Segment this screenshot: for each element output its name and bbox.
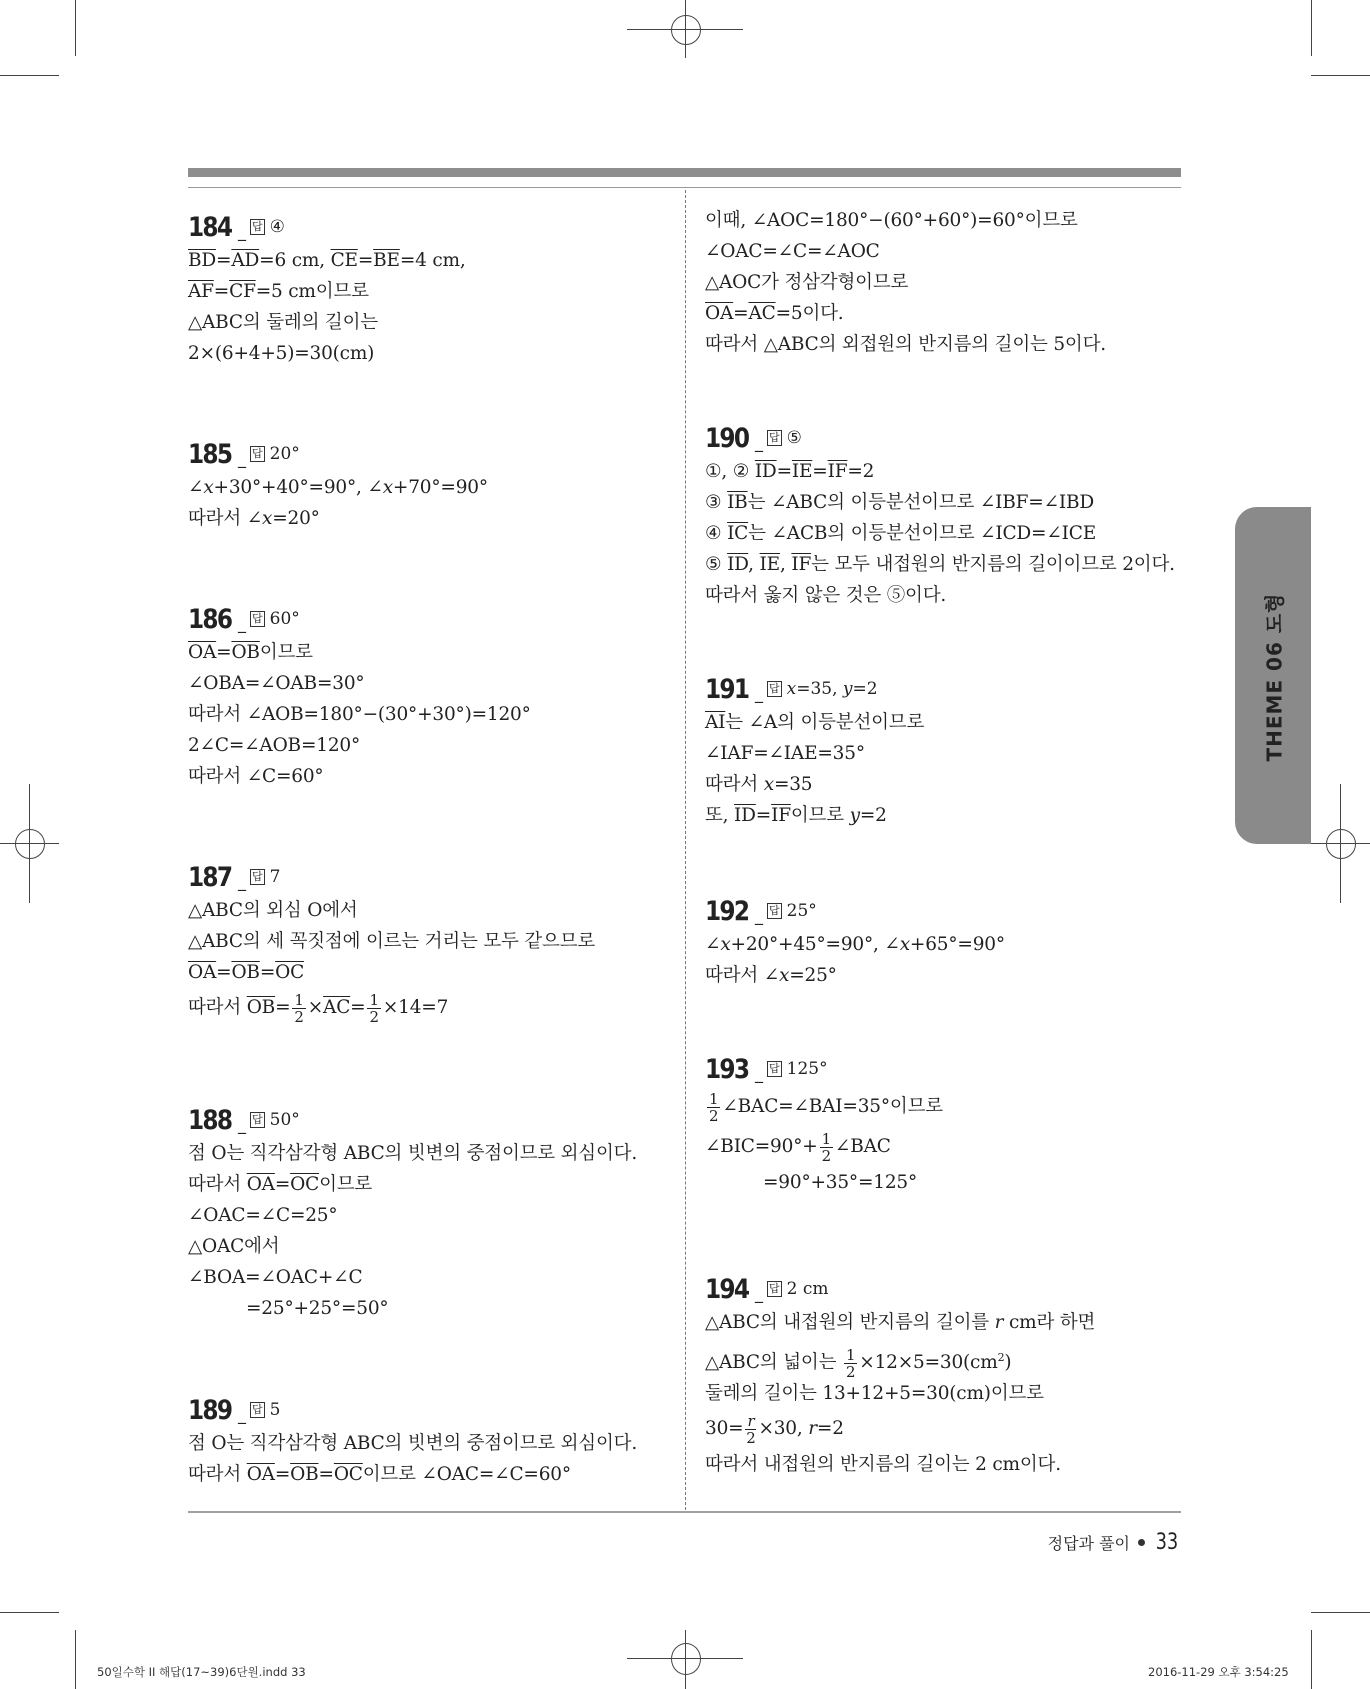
text-run: =25° [789, 965, 837, 986]
solution-line [188, 245, 668, 276]
variable: x [203, 477, 214, 498]
text-run: = [275, 997, 291, 1018]
text-run: 5 [269, 1400, 281, 1420]
solution-block [188, 1392, 668, 1490]
underscore: _ [238, 221, 246, 241]
answer-badge: 답 [252, 1403, 263, 1416]
text-run: = [274, 1174, 291, 1195]
overline-segment: $\overline{OB}$ [246, 997, 276, 1018]
solution-line [188, 1200, 668, 1231]
text-run: +65°=90° [909, 934, 1005, 955]
text-run: = [812, 461, 828, 482]
solution-line [705, 1338, 1185, 1381]
text-run: , [779, 554, 792, 575]
text-run: = [213, 281, 230, 302]
solution-block [188, 1102, 668, 1324]
solution-header [705, 420, 1185, 456]
timestamp: 2016-11-29 오후 3:54:25 [1148, 1665, 1289, 1679]
answer-badge: 답 [252, 1113, 263, 1126]
solution-line [188, 1262, 668, 1293]
text-run: = [755, 805, 772, 826]
problem-number: 193 [705, 1053, 749, 1085]
text-run: 따라서 ∠ [705, 965, 779, 986]
text-run: ∠BAC [834, 1136, 891, 1157]
text-run: 따라서 ∠ [188, 508, 262, 529]
text-run: 따라서 △ABC의 외접원의 반지름의 길이는 5이다. [705, 334, 1106, 355]
denominator: 2 [369, 1007, 379, 1026]
text-run: ×14=7 [382, 997, 449, 1018]
text-run: 또, [705, 805, 735, 826]
text-run: +30°+40°=90°, ∠ [213, 477, 383, 498]
bullet-icon [1138, 1539, 1145, 1546]
underscore: _ [755, 905, 763, 925]
text-run: 는 ∠ABC의 이등분선이므로 ∠IBF=∠IBD [747, 492, 1095, 513]
text-run: 2 cm [786, 1279, 829, 1299]
solution-line [188, 472, 668, 503]
underscore: _ [238, 1404, 246, 1424]
text-run: cm라 하면 [1003, 1312, 1096, 1333]
solution-line [705, 298, 1185, 329]
overline-segment: $\overline{AF}$ [188, 281, 214, 302]
underscore: _ [238, 448, 246, 468]
overline-segment: $\overline{OA}$ [705, 303, 734, 324]
answer-badge: 답 [769, 431, 780, 444]
text-run: = [259, 962, 276, 983]
text-run: =35 [773, 774, 813, 795]
solution-line [705, 960, 1185, 991]
text-run: +20°+45°=90°, ∠ [730, 934, 900, 955]
numerator: 1 [821, 1129, 831, 1148]
page-footer [1048, 1530, 1181, 1555]
text-run: △ABC의 넓이는 [705, 1352, 842, 1374]
solution-block [705, 893, 1185, 991]
denominator: 2 [746, 1428, 756, 1447]
text-run: =90°+35°=125° [763, 1172, 918, 1193]
variable: y [849, 805, 860, 826]
underscore: _ [238, 613, 246, 633]
solution-header [188, 209, 668, 245]
text-run: 따라서 [188, 1464, 247, 1485]
text-run: , [748, 554, 760, 575]
answer-value [270, 444, 300, 464]
overline-segment: $\overline{IE}$ [759, 554, 780, 575]
variable: r [994, 1312, 1004, 1333]
solution-line [705, 1167, 1185, 1198]
text-run: 점 O는 직각삼각형 ABC의 빗변의 중점이므로 외심이다. [188, 1433, 638, 1454]
text-run: 점 O는 직각삼각형 ABC의 빗변의 중점이므로 외심이다. [188, 1143, 638, 1164]
solution-block [705, 1051, 1185, 1198]
fraction [820, 1131, 833, 1164]
page-number: 33 [1155, 1530, 1179, 1555]
text-run: ①, ② [705, 461, 755, 482]
text-run: 따라서 ∠AOB=180°−(30°+30°)=120° [188, 704, 531, 725]
overline-segment: $\overline{BE}$ [373, 250, 400, 271]
overline-segment: $\overline{OB}$ [290, 1464, 319, 1485]
fraction [367, 992, 380, 1025]
overline-segment: $\overline{OA}$ [246, 1464, 275, 1485]
problem-number: 189 [188, 1394, 232, 1426]
solution-block [188, 436, 668, 534]
denominator: 2 [821, 1146, 831, 1165]
overline-segment: $\overline{IB}$ [727, 492, 748, 513]
text-run: 따라서 [188, 997, 247, 1018]
text-run: ∠ [188, 477, 204, 498]
solution-line [705, 738, 1185, 769]
answer-badge: 답 [769, 682, 780, 695]
text-run: =2 [859, 805, 887, 826]
text-run: = [216, 642, 232, 663]
answer-value [270, 609, 300, 629]
text-run: 25° [786, 901, 817, 921]
text-run: 이때, ∠AOC=180°−(60°+60°)=60°이므로 [705, 210, 1078, 231]
text-run: ③ [705, 492, 728, 513]
theme-tab-label: THEME 06 도형 [1262, 592, 1287, 762]
solution-line [705, 487, 1185, 518]
variable: x [779, 965, 790, 986]
text-run: 2×(6+4+5)=30(cm) [188, 343, 375, 364]
text-run: ) [1004, 1352, 1012, 1374]
solution-line [188, 730, 668, 761]
solution-block [188, 209, 668, 369]
overline-segment: $\overline{AD}$ [231, 250, 260, 271]
solution-block [705, 1271, 1185, 1480]
text-run: ∠BAC=∠BAI=35°이므로 [722, 1096, 943, 1117]
solution-line [705, 236, 1185, 267]
answer-value [270, 867, 281, 887]
underscore: _ [755, 683, 763, 703]
text-run: 둘레의 길이는 13+12+5=30(cm)이므로 [705, 1383, 1044, 1404]
variable: x [763, 774, 774, 795]
overline-segment: $\overline{IF}$ [791, 554, 812, 575]
top-rule-bar [188, 168, 1181, 177]
overline-segment: $\overline{IC}$ [727, 523, 749, 544]
top-rule-line [188, 187, 1181, 188]
section-label: 정답과 풀이 [1047, 1534, 1130, 1553]
text-run: ∠IAF=∠IAE=35° [705, 743, 865, 764]
solution-line [705, 267, 1185, 298]
text-run: △ABC의 세 꼭짓점에 이르는 거리는 모두 같으므로 [188, 931, 596, 952]
solution-header [188, 436, 668, 472]
text-run: 는 ∠ACB의 이등분선이므로 ∠ICD=∠ICE [748, 523, 1097, 544]
solution-line [188, 668, 668, 699]
variable: x [382, 477, 393, 498]
underscore: _ [755, 432, 763, 452]
text-run: =2 [816, 1418, 844, 1439]
text-run: = [216, 962, 232, 983]
text-run: =25°+25°=50° [246, 1298, 389, 1319]
solution-block [188, 601, 668, 792]
solution-line [705, 205, 1185, 236]
solution-header [188, 1392, 668, 1428]
text-run: 60° [269, 609, 300, 629]
text-run: =2 [847, 461, 875, 482]
text-run: ∠ [705, 934, 721, 955]
solution-line [705, 1378, 1185, 1409]
variable: x [786, 679, 797, 699]
fraction [844, 1347, 857, 1380]
text-run: = [776, 461, 792, 482]
answer-badge: 답 [252, 612, 263, 625]
solution-line [188, 1169, 668, 1200]
solution-line [188, 637, 668, 668]
text-run: =2 [852, 679, 878, 699]
overline-segment: $\overline{OB}$ [231, 962, 260, 983]
text-run: 는 ∠A의 이등분선이므로 [725, 712, 925, 733]
solution-block [705, 205, 1185, 360]
text-run: 따라서 옳지 않은 것은 ⑤이다. [705, 585, 947, 606]
variable: x [262, 508, 273, 529]
solution-line [188, 1293, 668, 1324]
solution-header [705, 1051, 1185, 1087]
text-run: △OAC에서 [188, 1236, 280, 1257]
solution-line [188, 761, 668, 792]
overline-segment: $\overline{ID}$ [734, 805, 756, 826]
denominator: 2 [294, 1007, 304, 1026]
answer-value [787, 679, 878, 699]
text-run: 20° [269, 444, 300, 464]
overline-segment: $\overline{OC}$ [333, 1464, 363, 1485]
text-run: 30= [705, 1418, 744, 1439]
answer-value [270, 1110, 300, 1130]
text-run: = [216, 250, 232, 271]
answer-value [270, 1400, 281, 1420]
overline-segment: $\overline{IF}$ [827, 461, 848, 482]
text-run: =35, [796, 679, 843, 699]
problem-number: 188 [188, 1104, 232, 1136]
solution-line [705, 769, 1185, 800]
answer-value [787, 1279, 829, 1299]
bottom-rule [188, 1511, 1181, 1513]
solution-block [705, 420, 1185, 611]
overline-segment: $\overline{OC}$ [290, 1174, 320, 1195]
text-run: ⑤ [705, 554, 728, 575]
text-run: 7 [269, 867, 281, 887]
text-run: 2∠C=∠AOB=120° [188, 735, 361, 756]
text-run: = [350, 997, 366, 1018]
problem-number: 186 [188, 603, 232, 635]
answer-value [787, 1059, 828, 1079]
solution-header [188, 859, 668, 895]
solution-line [188, 338, 668, 369]
solution-line [705, 1127, 1185, 1167]
solution-line [188, 957, 668, 988]
answer-badge: 답 [252, 447, 263, 460]
answer-badge: 답 [252, 870, 263, 883]
text-run: =4 cm, [399, 250, 466, 271]
solution-line [705, 707, 1185, 738]
solution-line [188, 1138, 668, 1169]
text-run: △ABC의 둘레의 길이는 [188, 312, 378, 333]
solution-line [188, 503, 668, 534]
overline-segment: $\overline{AC}$ [323, 997, 351, 1018]
text-run: =6 cm, [259, 250, 331, 271]
problem-number: 194 [705, 1273, 749, 1305]
solution-line [188, 1459, 668, 1490]
overline-segment: $\overline{CE}$ [330, 250, 358, 271]
fraction [292, 992, 305, 1025]
numerator: 1 [294, 990, 304, 1009]
text-run: ∠OAC=∠C=∠AOC [705, 241, 880, 262]
text-run: 50° [269, 1110, 300, 1130]
variable: x [720, 934, 731, 955]
overline-segment: $\overline{BD}$ [188, 250, 217, 271]
variable: y [842, 679, 853, 699]
text-run: 125° [786, 1059, 828, 1079]
overline-segment: $\overline{IF}$ [771, 805, 791, 826]
solution-header [705, 893, 1185, 929]
text-run: =20° [272, 508, 320, 529]
overline-segment: $\overline{ID}$ [727, 554, 749, 575]
numerator: 1 [709, 1089, 719, 1108]
overline-segment: $\overline{ID}$ [754, 461, 777, 482]
solution-line [188, 1231, 668, 1262]
fraction [745, 1413, 756, 1446]
overline-segment: $\overline{AC}$ [748, 303, 776, 324]
text-run: 따라서 [705, 774, 764, 795]
text-run: ④ [705, 523, 728, 544]
solution-line [705, 549, 1185, 580]
solution-line [705, 800, 1185, 831]
answer-badge: 답 [769, 1282, 780, 1295]
text-run: ×30, [758, 1418, 809, 1439]
problem-number: 187 [188, 861, 232, 893]
text-run: △ABC의 내접원의 반지름의 길이를 [705, 1312, 995, 1333]
variable: r [808, 1418, 817, 1439]
numerator: r [747, 1411, 755, 1430]
solution-line [705, 580, 1185, 611]
denominator: 2 [845, 1362, 856, 1381]
answer-badge: 답 [252, 220, 263, 233]
answer-badge: 답 [769, 1062, 780, 1075]
underscore: _ [755, 1063, 763, 1083]
solution-line [705, 329, 1185, 360]
text-run: ∠BIC=90°+ [705, 1136, 818, 1157]
text-run: ×12×5=30(cm [859, 1352, 998, 1374]
text-run: × [307, 997, 324, 1018]
solution-header [705, 1271, 1185, 1307]
superscript: 2 [997, 1351, 1005, 1364]
overline-segment: $\overline{OC}$ [275, 962, 305, 983]
underscore: _ [238, 871, 246, 891]
text-run: =5 cm이므로 [255, 281, 369, 302]
problem-number: 192 [705, 895, 749, 927]
overline-segment: $\overline{OA}$ [188, 962, 217, 983]
text-run: △AOC가 정삼각형이므로 [705, 272, 909, 293]
solution-block [705, 671, 1185, 831]
text-run: 이므로 [790, 805, 850, 826]
solution-header [188, 601, 668, 637]
answer-value [787, 428, 802, 448]
text-run: 이므로 [319, 1174, 373, 1195]
variable: x [899, 934, 910, 955]
text-run: 따라서 내접원의 반지름의 길이는 2 cm이다. [705, 1454, 1061, 1475]
solution-line [705, 1307, 1185, 1338]
theme-tab [1235, 507, 1311, 844]
solution-line [705, 518, 1185, 549]
problem-number: 184 [188, 211, 232, 243]
solution-line [188, 988, 668, 1028]
text-run: ⑤ [786, 428, 802, 448]
text-run: 이므로 ∠OAC=∠C=60° [362, 1464, 571, 1485]
solution-line [188, 276, 668, 307]
fraction [707, 1091, 720, 1124]
underscore: _ [238, 1114, 246, 1134]
solution-line [188, 1428, 668, 1459]
text-run: +70°=90° [392, 477, 488, 498]
solution-line [705, 1449, 1185, 1480]
text-run: =5이다. [775, 303, 844, 324]
overline-segment: $\overline{IE}$ [791, 461, 813, 482]
text-run: = [733, 303, 749, 324]
text-run: 따라서 ∠C=60° [188, 766, 324, 787]
file-name: 50일수학 II 해답(17~39)6단원.indd 33 [97, 1665, 306, 1679]
denominator: 2 [709, 1106, 719, 1125]
solution-line [188, 895, 668, 926]
solution-header [705, 671, 1185, 707]
overline-segment: $\overline{OA}$ [246, 1174, 275, 1195]
underscore: _ [755, 1283, 763, 1303]
solution-line [188, 926, 668, 957]
solution-line [705, 456, 1185, 487]
problem-number: 191 [705, 673, 749, 705]
problem-number: 190 [705, 422, 749, 454]
solution-header [188, 1102, 668, 1138]
text-run: 이므로 [259, 642, 313, 663]
text-run: ∠OAC=∠C=25° [188, 1205, 338, 1226]
overline-segment: $\overline{OA}$ [188, 642, 217, 663]
text-run: = [318, 1464, 334, 1485]
overline-segment: $\overline{AI}$ [705, 712, 726, 733]
solution-line [705, 1409, 1185, 1449]
answer-value [270, 217, 285, 237]
problem-number: 185 [188, 438, 232, 470]
solution-line [705, 929, 1185, 960]
text-run: ∠OBA=∠OAB=30° [188, 673, 365, 694]
column-divider [685, 190, 686, 1510]
numerator: 1 [369, 990, 379, 1009]
answer-value [787, 901, 817, 921]
overline-segment: $\overline{CF}$ [229, 281, 256, 302]
text-run: ∠BOA=∠OAC+∠C [188, 1267, 363, 1288]
solution-block [188, 859, 668, 1028]
text-run: △ABC의 외심 O에서 [188, 900, 358, 921]
text-run: = [274, 1464, 291, 1485]
numerator: 1 [845, 1345, 856, 1364]
text-run: = [357, 250, 374, 271]
text-run: 따라서 [188, 1174, 247, 1195]
overline-segment: $\overline{OB}$ [231, 642, 260, 663]
solution-line [188, 699, 668, 730]
answer-badge: 답 [769, 904, 780, 917]
solution-line [705, 1087, 1185, 1127]
text-run: ④ [269, 217, 285, 237]
text-run: 는 모두 내접원의 반지름의 길이이므로 2이다. [811, 554, 1175, 575]
solution-line [188, 307, 668, 338]
